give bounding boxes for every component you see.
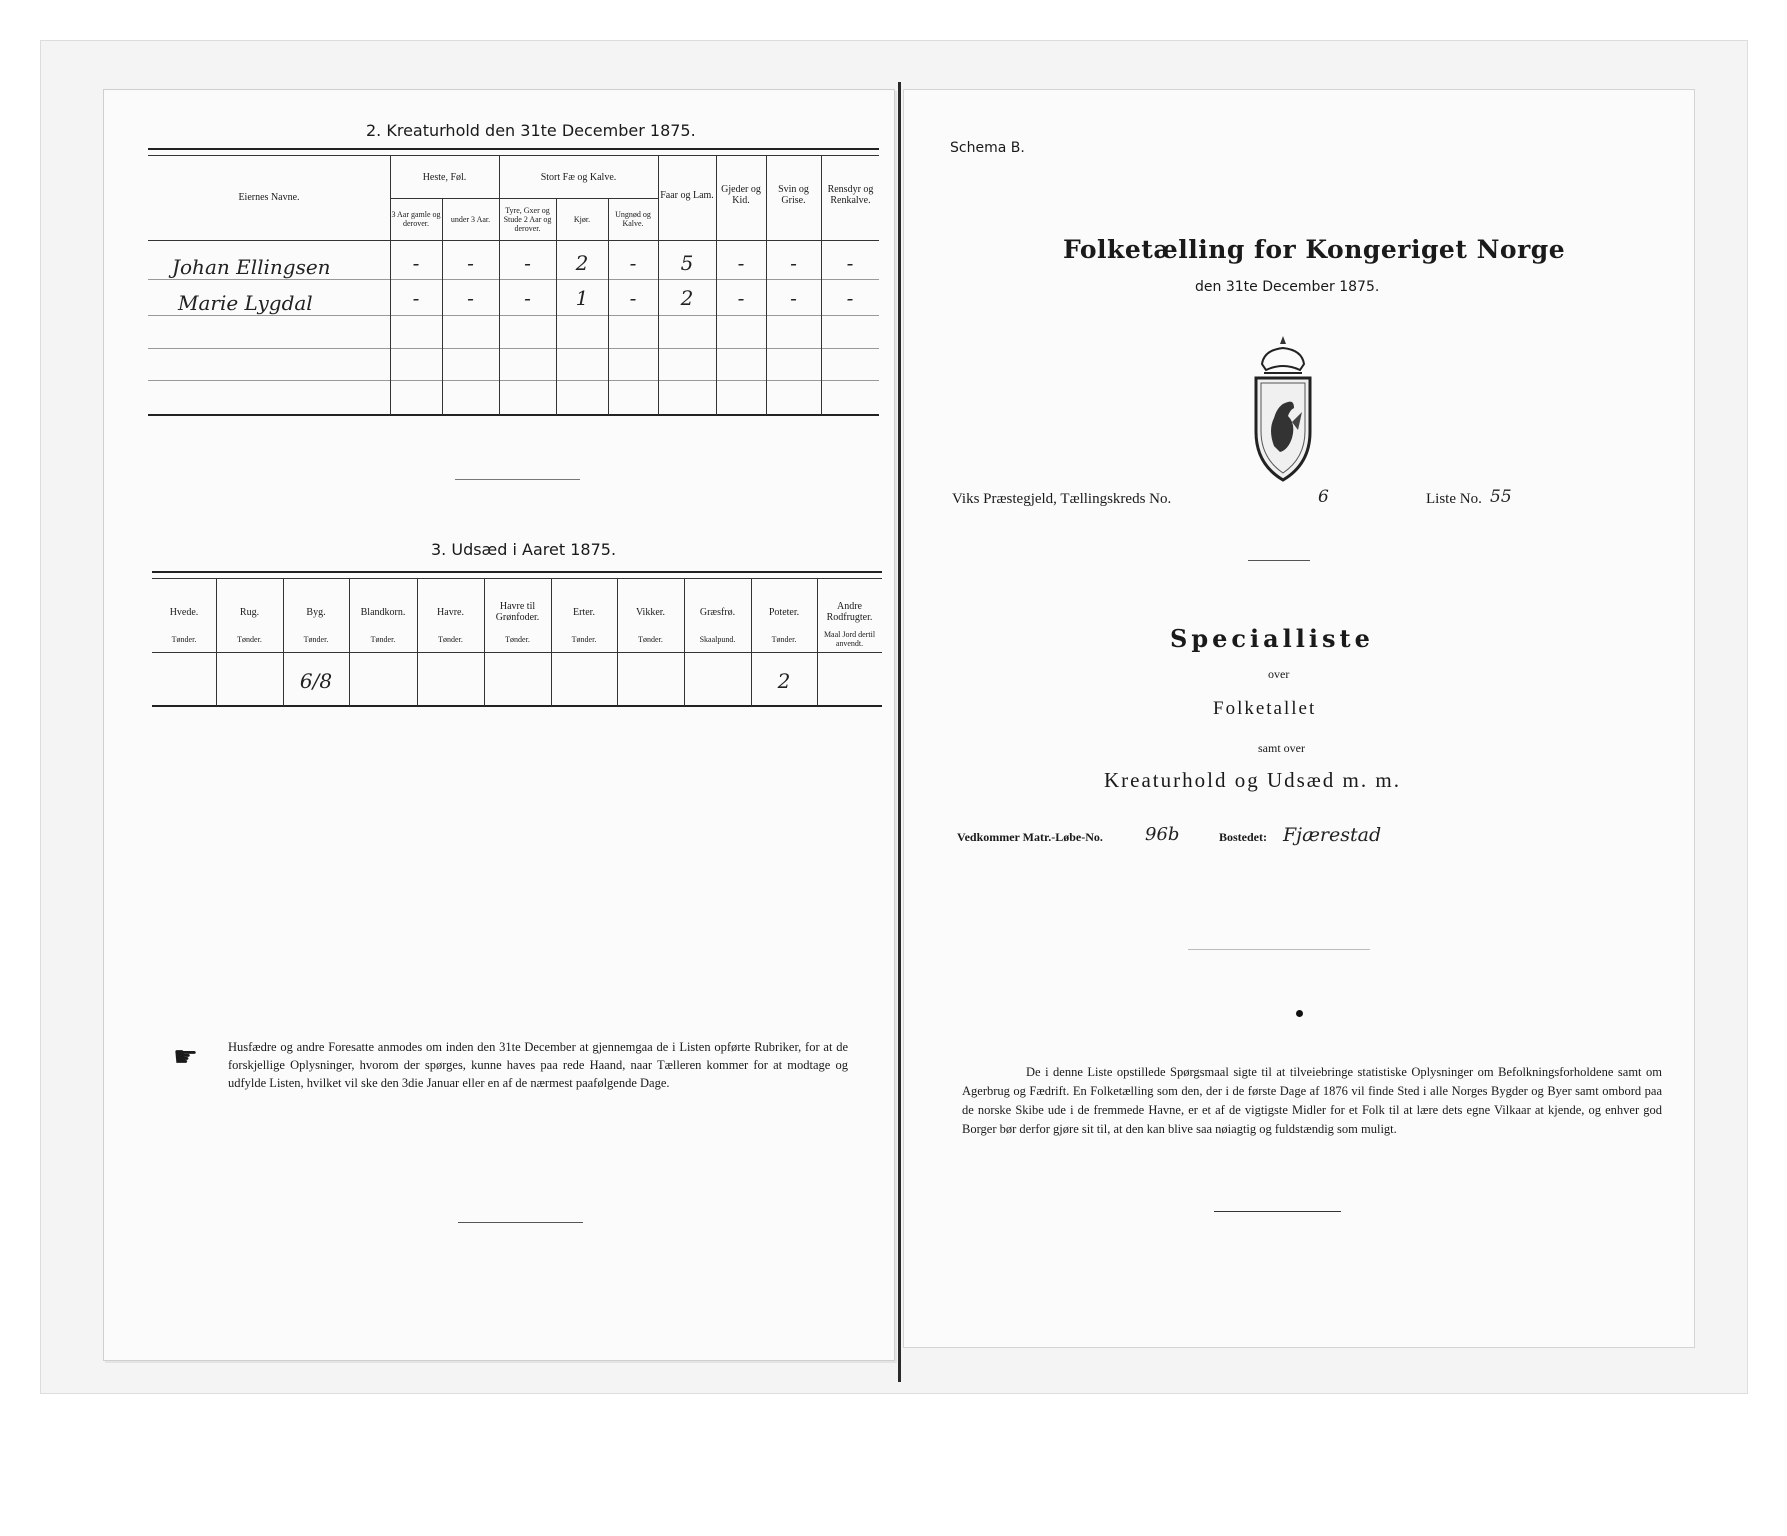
table-cell: - bbox=[737, 286, 745, 310]
udsaed-value: 6/8 bbox=[299, 669, 333, 693]
udsaed-header: Havre til Grønfoder. bbox=[495, 601, 540, 623]
bosted-value: Fjærestad bbox=[1283, 824, 1382, 846]
table-cell: - bbox=[629, 286, 637, 310]
separator-rule bbox=[458, 1222, 583, 1223]
udsaed-unit: Tønder. bbox=[638, 634, 663, 644]
udsaed-value: 2 bbox=[777, 669, 791, 693]
over-label: over bbox=[1268, 667, 1290, 681]
udsaed-unit: Tønder. bbox=[237, 634, 262, 644]
udsaed-header: Græsfrø. bbox=[699, 606, 736, 618]
table2-bottom-rule bbox=[152, 705, 882, 707]
owner-name: Marie Lygdal bbox=[178, 291, 313, 315]
udsaed-unit: Tønder. bbox=[438, 634, 463, 644]
table1-row-rule bbox=[148, 348, 879, 349]
page-spine bbox=[898, 82, 901, 1382]
table1-bottom-rule bbox=[148, 414, 879, 416]
separator-rule bbox=[1214, 1211, 1341, 1212]
udsaed-value bbox=[817, 660, 882, 702]
table1-row-rule bbox=[148, 279, 879, 280]
folketallet-heading: Folketallet bbox=[1213, 698, 1317, 719]
document-title: Folketælling for Kongeriget Norge bbox=[1063, 235, 1566, 264]
udsaed-value bbox=[684, 660, 751, 702]
table-cell: - bbox=[846, 286, 854, 310]
owner-name: Johan Ellingsen bbox=[172, 255, 331, 279]
parish-label: Viks Præstegjeld, Tællingskreds No. bbox=[952, 491, 1172, 507]
udsaed-header: Byg. bbox=[306, 606, 326, 618]
udsaed-header: Hvede. bbox=[169, 606, 199, 618]
bosted-label: Bostedet: bbox=[1219, 830, 1267, 844]
specialliste-heading: Specialliste bbox=[1170, 624, 1374, 653]
udsaed-unit: Maal Jord dertil anvendt. bbox=[823, 630, 876, 648]
table-cell: - bbox=[412, 251, 420, 275]
table-cell: - bbox=[412, 286, 420, 310]
udsaed-header: Vikker. bbox=[635, 606, 666, 618]
udsaed-unit: Tønder. bbox=[171, 634, 197, 644]
footer-text: De i denne Liste opstillede Spørgsmaal sigte til at tilveiebringe statistiske Oplysninger om Befolkningsforholdene samt om Agerbrug og Fædrift. En Folketælling som den, der i de første Dage af 1876 vil finde Sted i alle Norges Bygder og Byer samt ombord paa de norske Skibe ude i de fremmede Havne, er et af de vigtigste Midler for et Folk til at lære dets egne Vilkaar at kjende, og enhver god Borger bør derfor gjøre sit til, at den kan blive saa nøiagtig og fuldstændig som muligt. bbox=[962, 1065, 1662, 1136]
sub-heste-young: under 3 Aar. bbox=[450, 214, 491, 224]
table-cell: 2 bbox=[680, 286, 694, 310]
kreds-no: 6 bbox=[1318, 487, 1329, 507]
table1-header-rule bbox=[148, 240, 879, 241]
table1-row-rule bbox=[148, 315, 879, 316]
table1-subheader-rule bbox=[390, 198, 658, 199]
udsaed-unit: Tønder. bbox=[505, 634, 530, 644]
col-owner-header: Eiernes Navne. bbox=[238, 192, 300, 203]
table-cell: - bbox=[737, 251, 745, 275]
table2-header-rule bbox=[152, 652, 882, 653]
udsaed-header: Andre Rodfrugter. bbox=[826, 601, 873, 623]
liste-no: 55 bbox=[1490, 487, 1512, 507]
separator-rule bbox=[1188, 949, 1370, 950]
matr-label: Vedkommer Matr.-Løbe-No. bbox=[957, 830, 1103, 844]
table-cell: 1 bbox=[575, 286, 589, 310]
table-cell: - bbox=[524, 286, 531, 310]
table1-top-rule bbox=[148, 148, 879, 150]
udsaed-value bbox=[216, 660, 283, 702]
separator-rule bbox=[1248, 560, 1310, 561]
separator-rule bbox=[455, 479, 580, 480]
table-cell: - bbox=[790, 286, 797, 310]
col-faar: Faar og Lam. bbox=[660, 189, 714, 201]
sub-heste-old: 3 Aar gamle og derover. bbox=[391, 210, 441, 228]
sub-stort-ungnod: Ungnød og Kalve. bbox=[615, 210, 651, 228]
table2-top-rule bbox=[152, 571, 882, 573]
table-cell: - bbox=[467, 251, 474, 275]
udsaed-header: Rug. bbox=[239, 606, 260, 618]
schema-label: Schema B. bbox=[950, 140, 1025, 156]
table2-title: 3. Udsæd i Aaret 1875. bbox=[431, 540, 617, 559]
udsaed-header: Erter. bbox=[573, 606, 595, 618]
udsaed-header: Poteter. bbox=[768, 606, 800, 618]
table1-title: 2. Kreaturhold den 31te December 1875. bbox=[366, 121, 696, 140]
kreaturhold-heading: Kreaturhold og Udsæd m. m. bbox=[1104, 768, 1401, 792]
col-rensdyr: Rensdyr og Renkalve. bbox=[827, 184, 874, 206]
udsaed-unit: Tønder. bbox=[571, 634, 597, 644]
table1-row-rule bbox=[148, 380, 879, 381]
table-cell: 5 bbox=[680, 251, 694, 275]
udsaed-unit: Tønder. bbox=[370, 634, 396, 644]
table-cell: - bbox=[524, 251, 531, 275]
udsaed-unit: Tønder. bbox=[771, 634, 797, 644]
udsaed-unit: Tønder. bbox=[303, 634, 329, 644]
document-date: den 31te December 1875. bbox=[1195, 279, 1380, 295]
samt-over-label: samt over bbox=[1258, 741, 1305, 755]
udsaed-value bbox=[417, 660, 484, 702]
udsaed-value bbox=[349, 660, 417, 702]
table-cell: - bbox=[629, 251, 637, 275]
pointing-hand-icon: ☛ bbox=[173, 1042, 199, 1073]
notice-text: Husfædre og andre Foresatte anmodes om inden den 31te December at gjennemgaa de i Listen opførte Rubriker, for at de forskjellige Oplysninger, hvorom der spørges, kunne haves paa rede Haand, naar Tælleren kommer for at modtage og udfylde Listen, hvilket vil ske den 3die Januar eller en af de nærmest paafølgende Dage. bbox=[228, 1040, 848, 1090]
group-stort-header: Stort Fæ og Kalve. bbox=[540, 171, 617, 183]
udsaed-value bbox=[617, 660, 684, 702]
col-svin: Svin og Grise. bbox=[778, 184, 809, 206]
coat-of-arms-icon bbox=[1250, 334, 1316, 489]
table-cell: - bbox=[467, 286, 474, 310]
dot-mark bbox=[1296, 1010, 1303, 1017]
sub-stort-okse: Tyre, Gxer og Stude 2 Aar og derover. bbox=[503, 205, 552, 233]
group-heste-header: Heste, Føl. bbox=[422, 171, 467, 183]
matr-no: 96b bbox=[1145, 824, 1180, 845]
liste-label: Liste No. bbox=[1426, 491, 1482, 507]
udsaed-header: Blandkorn. bbox=[360, 606, 406, 618]
udsaed-unit: Skaalpund. bbox=[699, 634, 736, 644]
table-cell: - bbox=[790, 251, 797, 275]
table-cell: 2 bbox=[575, 251, 589, 275]
udsaed-value bbox=[152, 660, 216, 702]
table-cell: - bbox=[846, 251, 854, 275]
udsaed-value bbox=[551, 660, 617, 702]
udsaed-value bbox=[484, 660, 551, 702]
table2-top-rule-2 bbox=[152, 578, 882, 579]
col-gjeder: Gjeder og Kid. bbox=[721, 184, 761, 206]
udsaed-header: Havre. bbox=[437, 606, 464, 618]
sub-stort-kjor: Kjør. bbox=[573, 214, 591, 224]
